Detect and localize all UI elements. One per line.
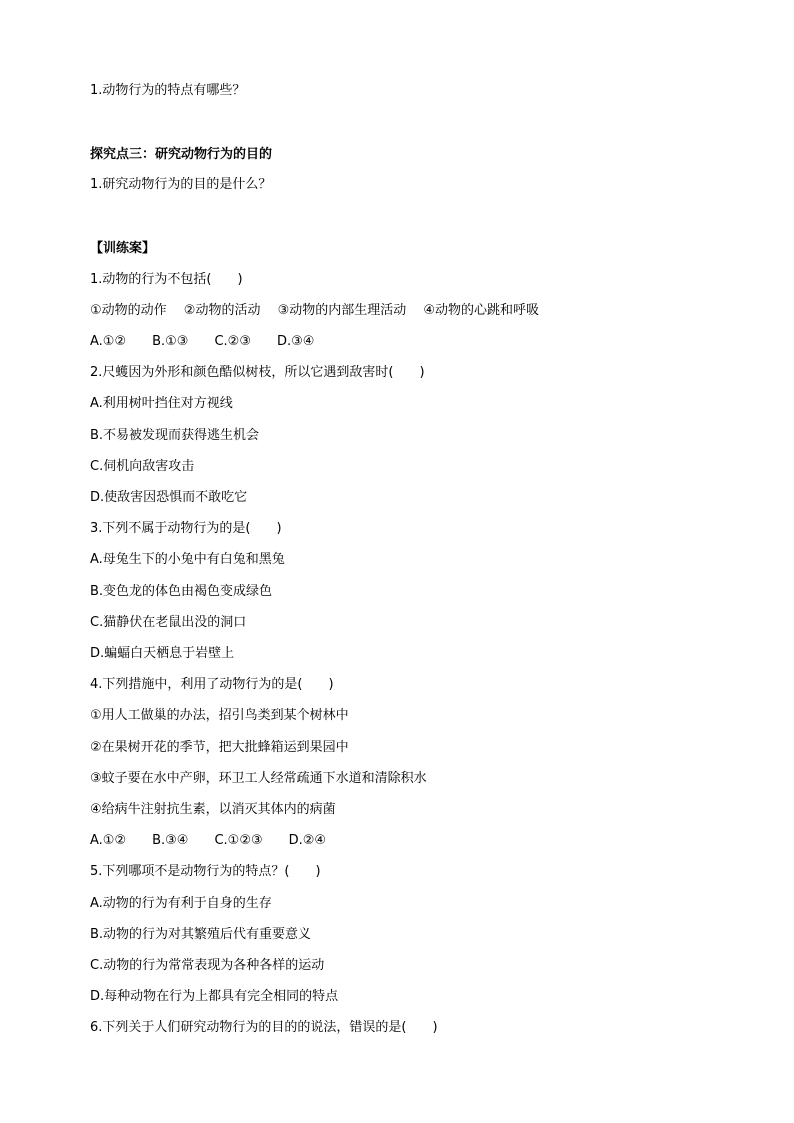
q6-stem: 6.下列关于人们研究动物行为的目的的说法，错误的是( ) <box>90 1020 438 1035</box>
explore3-question-1: 1.研究动物行为的目的是什么？ <box>90 177 272 192</box>
q3-option-a: A.母兔生下的小兔中有白兔和黑兔 <box>90 552 285 567</box>
q4-options: A.①② B.③④ C.①②③ D.②④ <box>90 833 327 848</box>
q2-option-b: B.不易被发现而获得逃生机会 <box>90 428 260 443</box>
q2-stem: 2.尺蠖因为外形和颜色酷似树枝，所以它遇到敌害时( ) <box>90 365 425 380</box>
q1-options: A.①② B.①③ C.②③ D.③④ <box>90 334 315 349</box>
q1-stem: 1.动物的行为不包括( ) <box>90 272 243 287</box>
q5-option-a: A.动物的行为有利于自身的生存 <box>90 896 272 911</box>
q3-option-c: C.猫静伏在老鼠出没的洞口 <box>90 615 247 630</box>
q5-option-c: C.动物的行为常常表现为各种各样的运动 <box>90 958 325 973</box>
q2-option-a: A.利用树叶挡住对方视线 <box>90 396 233 411</box>
q4-item-4: ④给病牛注射抗生素，以消灭其体内的病菌 <box>90 802 336 817</box>
q2-option-d: D.使敌害因恐惧而不敢吃它 <box>90 490 248 505</box>
q4-item-1: ①用人工做巢的办法，招引鸟类到某个树林中 <box>90 708 349 723</box>
q3-option-b: B.变色龙的体色由褐色变成绿色 <box>90 584 273 599</box>
explore2-question-1: 1.动物行为的特点有哪些？ <box>90 83 246 98</box>
q5-option-d: D.每种动物在行为上都具有完全相同的特点 <box>90 989 339 1004</box>
q2-option-c: C.伺机向敌害攻击 <box>90 459 195 474</box>
q4-item-3: ③蚊子要在水中产卵，环卫工人经常疏通下水道和清除积水 <box>90 771 427 786</box>
q3-option-d: D.蝙蝠白天栖息于岩壁上 <box>90 646 235 661</box>
q5-option-b: B.动物的行为对其繁殖后代有重要意义 <box>90 927 312 942</box>
q1-items: ①动物的动作 ②动物的活动 ③动物的内部生理活动 ④动物的心跳和呼吸 <box>90 303 540 318</box>
q5-stem: 5.下列哪项不是动物行为的特点？( ) <box>90 864 321 879</box>
training-heading: 【训练案】 <box>90 241 156 256</box>
q4-stem: 4.下列措施中，利用了动物行为的是( ) <box>90 677 334 692</box>
q4-item-2: ②在果树开花的季节，把大批蜂箱运到果园中 <box>90 740 349 755</box>
q3-stem: 3.下列不属于动物行为的是( ) <box>90 521 282 536</box>
explore3-heading: 探究点三：研究动物行为的目的 <box>90 147 273 162</box>
